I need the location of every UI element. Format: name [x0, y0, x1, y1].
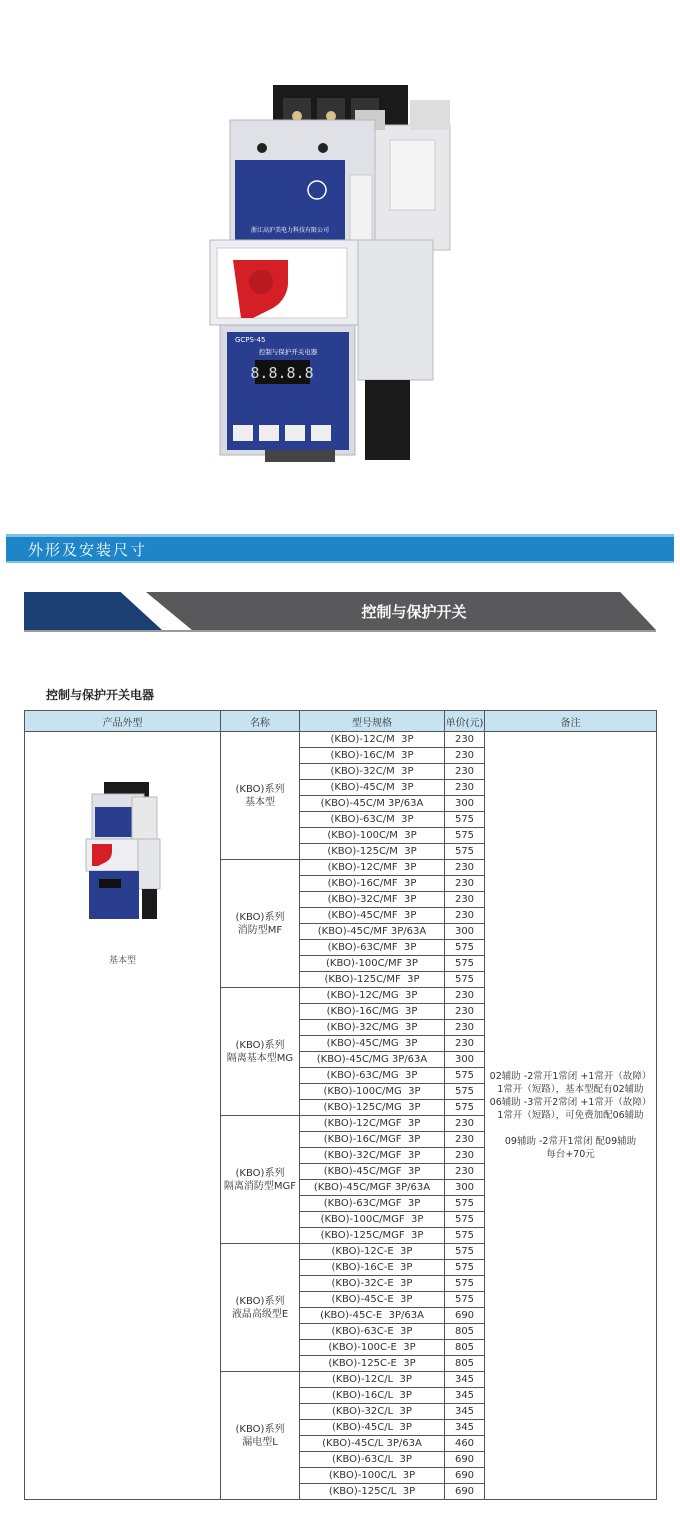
model-cell: (KBO)-100C/MF 3P — [300, 956, 445, 972]
price-cell: 345 — [445, 1372, 485, 1388]
price-cell: 230 — [445, 780, 485, 796]
product-image-label: 基本型 — [108, 956, 136, 966]
model-cell: (KBO)-63C/M 3P — [300, 812, 445, 828]
price-cell: 805 — [445, 1340, 485, 1356]
series-name-cell: (KBO)系列 隔离基本型MG — [221, 988, 300, 1116]
price-cell: 575 — [445, 1196, 485, 1212]
price-cell: 230 — [445, 892, 485, 908]
price-cell: 805 — [445, 1324, 485, 1340]
series-name-cell: (KBO)系列 漏电型L — [221, 1372, 300, 1500]
model-cell: (KBO)-63C/MG 3P — [300, 1068, 445, 1084]
model-cell: (KBO)-12C/M 3P — [300, 732, 445, 748]
category-banner — [24, 592, 656, 632]
price-cell: 575 — [445, 844, 485, 860]
price-cell: 575 — [445, 1260, 485, 1276]
banner-underline — [24, 630, 656, 632]
series-name-cell: (KBO)系列 隔离消防型MGF — [221, 1116, 300, 1244]
model-cell: (KBO)-32C/MF 3P — [300, 892, 445, 908]
model-cell: (KBO)-100C-E 3P — [300, 1340, 445, 1356]
section-header-bar — [6, 534, 674, 563]
price-cell: 300 — [445, 924, 485, 940]
model-cell: (KBO)-16C-E 3P — [300, 1260, 445, 1276]
model-cell: (KBO)-100C/MGF 3P — [300, 1212, 445, 1228]
model-cell: (KBO)-45C/MG 3P — [300, 1036, 445, 1052]
price-cell: 230 — [445, 1036, 485, 1052]
model-cell: (KBO)-125C/L 3P — [300, 1484, 445, 1500]
model-cell: (KBO)-125C/MG 3P — [300, 1100, 445, 1116]
price-cell: 575 — [445, 1100, 485, 1116]
model-cell: (KBO)-12C/MG 3P — [300, 988, 445, 1004]
model-cell: (KBO)-12C-E 3P — [300, 1244, 445, 1260]
price-cell: 230 — [445, 1020, 485, 1036]
device-panel-title: 控制与保护开关电器 — [258, 348, 318, 356]
price-cell: 575 — [445, 972, 485, 988]
banner-title: 控制与保护开关 — [361, 603, 467, 621]
model-cell: (KBO)-45C/MGF 3P/63A — [300, 1180, 445, 1196]
model-cell: (KBO)-45C/M 3P/63A — [300, 796, 445, 812]
header-model: 型号规格 — [300, 711, 445, 732]
price-cell: 575 — [445, 1068, 485, 1084]
note-cell: 02辅助 -2常开1常闭 +1常开（故障） 1常开（短路），基本型配有02辅助 06辅助 -3常开2常闭 +1常开（故障） 1常开（短路），可免费加配06辅助 09辅助 -2常开1常闭 配09辅助 每台+70元 — [485, 732, 657, 1500]
price-cell: 575 — [445, 1212, 485, 1228]
price-cell: 300 — [445, 796, 485, 812]
price-cell: 690 — [445, 1452, 485, 1468]
model-cell: (KBO)-63C-E 3P — [300, 1324, 445, 1340]
price-cell: 345 — [445, 1388, 485, 1404]
model-cell: (KBO)-16C/MG 3P — [300, 1004, 445, 1020]
model-cell: (KBO)-32C/MGF 3P — [300, 1148, 445, 1164]
header-note: 备注 — [485, 711, 657, 732]
model-cell: (KBO)-63C/L 3P — [300, 1452, 445, 1468]
device-display: 8.8.8.8 — [250, 364, 314, 382]
table-row — [25, 732, 657, 748]
model-cell: (KBO)-100C/MG 3P — [300, 1084, 445, 1100]
price-cell: 230 — [445, 860, 485, 876]
series-name-cell: (KBO)系列 基本型 — [221, 732, 300, 860]
model-cell: (KBO)-16C/MGF 3P — [300, 1132, 445, 1148]
model-cell: (KBO)-32C/L 3P — [300, 1404, 445, 1420]
price-cell: 690 — [445, 1484, 485, 1500]
model-cell: (KBO)-45C/L 3P/63A — [300, 1436, 445, 1452]
price-cell: 575 — [445, 812, 485, 828]
controller-device-image — [205, 80, 465, 480]
price-cell: 230 — [445, 732, 485, 748]
price-cell: 300 — [445, 1052, 485, 1068]
price-cell: 690 — [445, 1308, 485, 1324]
header-product-image: 产品外型 — [25, 711, 221, 732]
model-cell: (KBO)-45C/MF 3P — [300, 908, 445, 924]
model-cell: (KBO)-63C/MGF 3P — [300, 1196, 445, 1212]
price-cell: 805 — [445, 1356, 485, 1372]
price-cell: 345 — [445, 1420, 485, 1436]
section-title: 外形及安装尺寸 — [28, 541, 148, 559]
model-cell: (KBO)-12C/L 3P — [300, 1372, 445, 1388]
price-cell: 230 — [445, 748, 485, 764]
price-cell: 575 — [445, 1276, 485, 1292]
header-name: 名称 — [221, 711, 300, 732]
model-cell: (KBO)-16C/MF 3P — [300, 876, 445, 892]
model-cell: (KBO)-63C/MF 3P — [300, 940, 445, 956]
product-thumbnail — [84, 782, 162, 932]
price-cell: 230 — [445, 1116, 485, 1132]
price-cell: 575 — [445, 828, 485, 844]
model-cell: (KBO)-45C/MG 3P/63A — [300, 1052, 445, 1068]
model-cell: (KBO)-12C/MF 3P — [300, 860, 445, 876]
model-cell: (KBO)-45C-E 3P/63A — [300, 1308, 445, 1324]
price-cell: 345 — [445, 1404, 485, 1420]
price-cell: 575 — [445, 956, 485, 972]
model-cell: (KBO)-12C/MGF 3P — [300, 1116, 445, 1132]
product-illustration — [205, 80, 465, 480]
price-cell: 690 — [445, 1468, 485, 1484]
model-cell: (KBO)-45C/MF 3P/63A — [300, 924, 445, 940]
model-cell: (KBO)-45C/M 3P — [300, 780, 445, 796]
price-cell: 230 — [445, 1148, 485, 1164]
price-cell: 575 — [445, 1244, 485, 1260]
price-cell: 575 — [445, 1292, 485, 1308]
model-cell: (KBO)-32C/M 3P — [300, 764, 445, 780]
header-price: 单价(元) — [445, 711, 485, 732]
device-model-text: GCPS-45 — [235, 336, 266, 344]
price-cell: 230 — [445, 908, 485, 924]
model-cell: (KBO)-125C/M 3P — [300, 844, 445, 860]
model-cell: (KBO)-16C/M 3P — [300, 748, 445, 764]
table-header-row — [25, 711, 657, 732]
model-cell: (KBO)-125C-E 3P — [300, 1356, 445, 1372]
price-cell: 230 — [445, 876, 485, 892]
product-image-cell — [25, 732, 221, 1500]
table-title: 控制与保护开关电器 — [46, 688, 155, 702]
model-cell: (KBO)-125C/MGF 3P — [300, 1228, 445, 1244]
device-company-text: 浙江高沪美电力科技有限公司 — [250, 227, 330, 234]
series-name-cell: (KBO)系列 液晶高级型E — [221, 1244, 300, 1372]
price-cell: 230 — [445, 988, 485, 1004]
price-cell: 575 — [445, 1228, 485, 1244]
model-cell: (KBO)-100C/M 3P — [300, 828, 445, 844]
price-cell: 230 — [445, 1132, 485, 1148]
banner-left-shape — [24, 592, 162, 630]
price-cell: 460 — [445, 1436, 485, 1452]
model-cell: (KBO)-32C/MG 3P — [300, 1020, 445, 1036]
model-cell: (KBO)-45C/L 3P — [300, 1420, 445, 1436]
model-cell: (KBO)-100C/L 3P — [300, 1468, 445, 1484]
series-name-cell: (KBO)系列 消防型MF — [221, 860, 300, 988]
price-cell: 230 — [445, 1004, 485, 1020]
model-cell: (KBO)-45C-E 3P — [300, 1292, 445, 1308]
model-cell: (KBO)-16C/L 3P — [300, 1388, 445, 1404]
price-cell: 230 — [445, 764, 485, 780]
model-cell: (KBO)-45C/MGF 3P — [300, 1164, 445, 1180]
model-cell: (KBO)-125C/MF 3P — [300, 972, 445, 988]
price-cell: 575 — [445, 1084, 485, 1100]
model-cell: (KBO)-32C-E 3P — [300, 1276, 445, 1292]
price-table — [24, 710, 657, 1500]
price-cell: 300 — [445, 1180, 485, 1196]
price-cell: 575 — [445, 940, 485, 956]
price-cell: 230 — [445, 1164, 485, 1180]
